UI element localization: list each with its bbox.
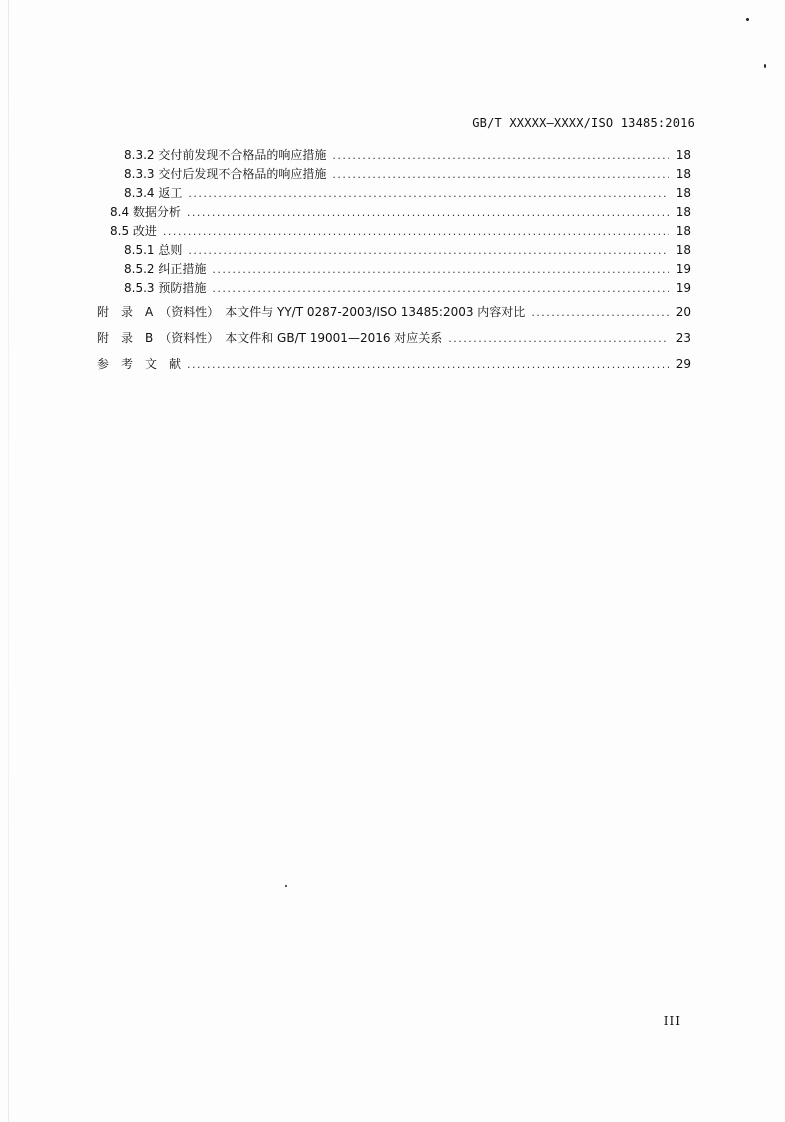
toc-entry[interactable] — [124, 148, 691, 163]
toc-bibliography-entry[interactable] — [97, 357, 691, 372]
toc-entry-label: 8.5.3 预防措施 — [124, 281, 207, 295]
toc-entry-page: 23 — [675, 331, 691, 345]
toc-entry[interactable] — [124, 186, 691, 201]
toc-entry-label: 附 录 B （资料性） 本文件和 GB/T 19001—2016 对应关系 — [97, 331, 443, 345]
toc-entry[interactable] — [110, 205, 691, 220]
toc-leader-dots — [212, 282, 669, 296]
page-number-footer: III — [663, 1014, 681, 1028]
toc-leader-dots — [332, 168, 669, 182]
toc-entry[interactable] — [124, 243, 691, 258]
toc-entry-label: 8.3.2 交付前发现不合格品的响应措施 — [124, 148, 327, 162]
toc-leader-dots — [212, 263, 669, 277]
toc-entry-page: 18 — [675, 186, 691, 200]
toc-leader-dots — [188, 244, 669, 258]
toc-leader-dots — [531, 306, 669, 320]
toc-entry-label: 参 考 文 献 — [97, 357, 182, 371]
toc-entry[interactable] — [110, 224, 691, 239]
toc-leader-dots — [187, 206, 669, 220]
toc-entry-label: 8.4 数据分析 — [110, 205, 181, 219]
toc-annex-entry[interactable] — [97, 331, 691, 346]
toc-entry-page: 19 — [675, 281, 691, 295]
toc-entry[interactable] — [124, 262, 691, 277]
toc-annex-entry[interactable] — [97, 305, 691, 320]
toc-entry-label: 附 录 A （资料性） 本文件与 YY/T 0287-2003/ISO 13485:2003 内容对比 — [97, 305, 526, 319]
toc-entry-page: 18 — [675, 167, 691, 181]
toc-entry-page: 18 — [675, 224, 691, 238]
scan-speck — [285, 885, 287, 887]
scan-edge-shadow — [8, 0, 9, 1122]
toc-entry-label: 8.3.3 交付后发现不合格品的响应措施 — [124, 167, 327, 181]
toc-entry-page: 19 — [675, 262, 691, 276]
toc-entry-page: 18 — [675, 243, 691, 257]
scan-speck — [746, 18, 749, 21]
toc-entry-label: 8.5.1 总则 — [124, 243, 183, 257]
toc-entry-page: 18 — [675, 205, 691, 219]
toc-entry-page: 20 — [675, 305, 691, 319]
toc-leader-dots — [448, 332, 669, 346]
standard-number-header: GB/T XXXXX—XXXX/ISO 13485:2016 — [472, 116, 695, 130]
toc-entry-label: 8.5.2 纠正措施 — [124, 262, 207, 276]
toc-leader-dots — [188, 187, 669, 201]
toc-entry-page: 18 — [675, 148, 691, 162]
toc-leader-dots — [163, 225, 669, 239]
toc-leader-dots — [332, 149, 669, 163]
toc-entry-page: 29 — [675, 357, 691, 371]
toc-entry-label: 8.5 改进 — [110, 224, 157, 238]
toc-entry[interactable] — [124, 281, 691, 296]
toc-entry-label: 8.3.4 返工 — [124, 186, 183, 200]
toc-entry[interactable] — [124, 167, 691, 182]
toc-leader-dots — [187, 358, 669, 372]
scan-speck — [764, 64, 766, 68]
